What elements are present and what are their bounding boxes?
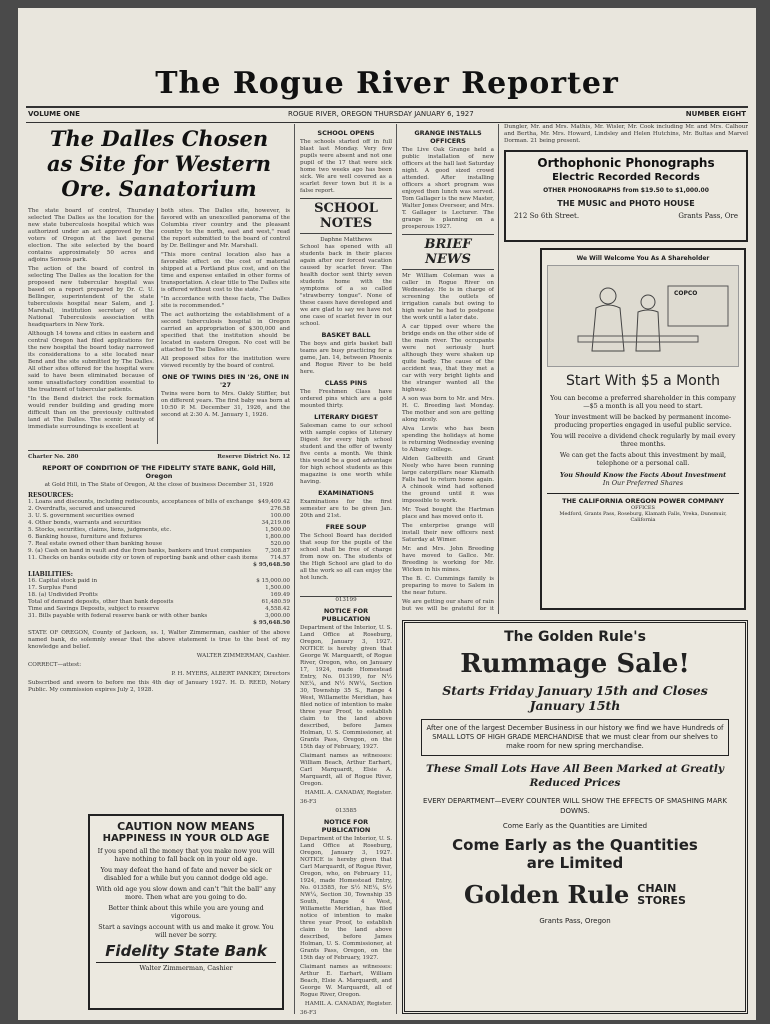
gathering-continued-text: Dungler, Mr. and Mrs. Mathis, Mr. Wisler, Mr. Cook including Mr. and Mrs. Calhour and Bertha, Mr. Mrs. Howard, Lindsley and Helen Hutchins, Mr. Bultas and Marvel Dorman. 21 being present.: [504, 124, 748, 144]
notice-block: [300, 597, 392, 806]
report-line: [28, 499, 290, 506]
liabilities-heading: LIABILITIES:: [28, 571, 73, 578]
rummage-body: After one of the largest December Business in our history we find we have Hundreds of SMALL LOTS OF HIGH GRADE MERCHANDISE that we must clear from our shelves to make room for new spring merchandise.: [421, 719, 729, 756]
copco-offices-label: OFFICES: [631, 505, 655, 511]
copco-text: You will receive a dividend check regularly by mail every three months.: [550, 432, 736, 448]
copco-sign: COPCO: [674, 290, 698, 297]
report-line-label: Total of demand deposits, other than bank deposits: [28, 599, 174, 605]
brief-item: The B. C. Cummings family is preparing to move to Salem in the near future.: [402, 576, 494, 596]
report-line-value: 1,800.00: [265, 534, 290, 540]
phono-address-line: [510, 212, 742, 220]
place-date: ROGUE RIVER, OREGON THURSDAY JANUARY 6, 1927: [288, 110, 474, 118]
bank-ad-cashier: Walter Zimmerman, Cashier: [96, 962, 276, 972]
report-line: [28, 606, 290, 613]
copco-offices-list: Medford, Grants Pass, Roseburg, Klamath Falls, Yreka, Dunsmuir, California: [559, 511, 727, 523]
school-notes-byline: Daphne Matthews: [320, 237, 372, 243]
story-paragraph: All proposed sites for the institution were viewed recently by the board of control.: [161, 356, 290, 369]
report-line: [28, 527, 290, 534]
report-line-label: 9. (a) Cash on hand in vault and due from banks, bankers and trust companies: [28, 548, 251, 554]
copco-slogan2: In Our Preferred Shares: [602, 479, 684, 487]
literary-head: LITERARY DIGEST: [314, 413, 378, 421]
rummage-city: Grants Pass, Oregon: [539, 917, 611, 925]
newspaper-page: [18, 8, 756, 1020]
notice-number: 013199: [335, 597, 357, 603]
issue-number: NUMBER EIGHT: [685, 110, 746, 118]
brief-news-column: [402, 126, 494, 612]
twins-story: Twins were born to Mrs. Oakly Stiffler, but on different years. The first baby was born at 10:50 P. M. December 31, 1926, and the second at 2:30 A. M. January 1, 1926.: [161, 391, 290, 418]
reserve-district: Reserve District No. 12: [217, 454, 290, 460]
report-line-value: 1,500.00: [265, 585, 290, 591]
report-line-value: 100.00: [270, 513, 290, 519]
grange-head: GRANGE INSTALLS OFFICERS: [414, 129, 482, 145]
family-illustration-icon: [548, 266, 742, 366]
report-line: [28, 506, 290, 513]
basketball-head: BASKET BALL: [321, 331, 371, 339]
report-line-label: Time and Savings Deposits, subject to reserve: [28, 606, 160, 612]
report-line-value: 61,480.59: [261, 599, 290, 605]
report-line-value: 714.57: [270, 555, 290, 561]
notice-sign: HAMIL A. CANADAY, Register.: [304, 790, 392, 796]
bank-ad-text: With old age you slow down and can't "hit the ball" any more. Then what are you going to do.: [96, 885, 276, 901]
notice-code: 36-F3: [300, 799, 317, 805]
total-value: $ 95,648.50: [253, 620, 290, 626]
masthead-rule-2: [26, 122, 748, 123]
report-line-label: 16. Capital stock paid in: [28, 578, 98, 584]
correct-attest: CORRECT—attest:: [28, 662, 82, 668]
rummage-line3: Starts Friday January 15th and Closes: [442, 683, 708, 698]
report-line-label: 2. Overdrafts, secured and unsecured: [28, 506, 136, 512]
copco-slogan1: You Should Know the Facts About Investment: [559, 471, 727, 479]
report-line: [28, 534, 290, 541]
notice-text: Department of the Interior, U. S. Land Office at Roseburg, Oregon, January 3, 1927. NOTICE is hereby given that George W. Marquardt, of Rogue River, Oregon, who, on January 17, 1924, made Homestead Entry, No. 013199, for N½ NE¼, and N½ NW¼, Section 30, Township 35 S., Range 4 West, Willamette Meridian, has filed notice of intention to make three year Proof, to establish claim to the land above described, before James Holman, U. S. Commissioner, at Grants Pass, Oregon, on the 15th day of February, 1927.: [300, 625, 392, 750]
report-line-value: 169.49: [270, 592, 290, 598]
notice-witnesses: Claimant names as witnesses: Arthur E. Earhart, William Beach, Elsie A. Marquardt, and George W. Marquardt, all of Rogue River, Oregon.: [300, 964, 392, 998]
brief-item: The enterprise grange will install their new officers next Saturday at Wimer.: [402, 523, 494, 543]
bank-ad-line1: CAUTION NOW MEANS: [117, 820, 255, 833]
story-paragraph: The act authorizing the establishment of a second tuberculosis hospital in Oregon carried an appropriation of $300,000 and specified that the institution should be located in eastern Oregon. No cost will be attached to The Dalles site.: [161, 312, 290, 353]
report-title: REPORT OF CONDITION OF THE FIDELITY STATE BANK, Gold Hill, Oregon: [42, 464, 276, 480]
exam-text: Examinations for the first semester are to be given Jan. 20th and 21st.: [300, 499, 392, 519]
headline-line: The Dalles Chosen: [49, 126, 269, 151]
report-line-value: $ 15,000.00: [256, 578, 290, 584]
rummage-chain1: CHAIN: [637, 881, 677, 895]
grange-text: The Live Oak Grange held a public installation of new officers at the hall last Saturday night. A good sized crowd attended. After installing officers a short program was enjoyed then lunch was served. Tom Gallager is the new Master, Walter Jones Overseer, and Mrs. T. Gallager is Lecturer. The grange is planning on a prosperous 1927.: [402, 147, 494, 230]
brief-item: Mr William Coleman was a caller in Rogue River on Wednesday. He is in charge of screening the outlets of irrigation canals but owing to high water he had to postpone the work until a later date.: [402, 273, 494, 321]
gathering-continued: [504, 124, 748, 148]
report-line-label: 5. Stocks, securities, claims, liens, judgments, etc.: [28, 527, 172, 533]
liabilities-list: [28, 578, 290, 620]
notice-sign: HAMIL A. CANADAY, Register.: [304, 1001, 392, 1007]
cashier-signature: WALTER ZIMMERMAN, Cashier.: [196, 653, 290, 659]
notice-text: Department of the Interior, U. S. Land Office at Roseburg, Oregon, January 3, 1927. NOTICE is hereby given that Carl Marquardt, of Rogue River, Oregon, who, on February 11, 1924, made Homestead Entry, No. 013585, for S½ NE¼, S½ NW¼, Section 30, Township 35 South, Range 4 West, Willamette Meridian, has filed notice of intention to make three year Proof, to establish claim to the land above described, before James Holman, U. S. Commissioner, at Grants Pass, Oregon, on the 15th day of February, 1927.: [300, 836, 392, 961]
brief-item: Mr. and Mrs. John Breeding have moved to Gallce. Mr. Breeding is working for Mr. Wicken in his mines.: [402, 546, 494, 573]
report-line-value: 34,219.06: [261, 520, 290, 526]
report-line-value: 276.58: [270, 506, 290, 512]
report-line: [28, 555, 290, 562]
school-opens-text: The schools started off in full blast last Monday. Very few pupils were absent and not one pupil of the 17 that were sick home two weeks ago has been sick. We are well covered as a scarlet fever town but it is a false report.: [300, 139, 392, 194]
total-value: $ 95,648.50: [253, 562, 290, 568]
attestation: STATE OF OREGON, County of Jackson, ss. I, Walter Zimmerman, cashier of the above named bank, do solemnly swear that the above statement is true to the best of my knowledge and belief.: [28, 630, 290, 650]
bank-ad-text: If you spend all the money that you make now you will have nothing to fall back on in your old age.: [97, 847, 275, 863]
phono-line3: OTHER PHONOGRAPHS from $19.50 to $1,000.00: [543, 187, 709, 194]
phono-line1: Orthophonic Phonographs: [537, 156, 715, 170]
report-line: [28, 520, 290, 527]
notice-head: NOTICE FOR PUBLICATION: [321, 818, 371, 834]
phono-line4: THE MUSIC and PHOTO HOUSE: [557, 199, 695, 208]
rummage-line4: January 15th: [529, 698, 621, 713]
rummage-logo: [415, 880, 735, 909]
rummage-chain2: STORES: [637, 893, 686, 907]
brief-item: Alden Galbreith and Grant Neely who have been running large caterpillars near Klamath Falls had to return home again. A chinook wind had softened the ground until it was impossible to work.: [402, 456, 494, 504]
school-notes-banner: SCHOOL NOTES: [300, 198, 392, 234]
report-line: [28, 613, 290, 620]
soup-head: FREE SOUP: [325, 523, 367, 531]
column-rule: [498, 124, 499, 614]
phono-address: 212 So 6th Street.: [514, 212, 580, 220]
rummage-line5: These Small Lots Have All Been Marked at Greatly Reduced Prices: [426, 763, 724, 789]
story-paragraph: The action of the board of control in selecting The Dalles as the location for the proposed new tubercular hospital was based on a report prepared by Dr. C. U. Bellinger, superintendent of the state tuberculosis hospital near Salem, and J. Marshall, institution secretary of the National Tuberculosis association with headquarters in New York.: [28, 266, 154, 328]
report-line-label: 3. U. S. government securities owned: [28, 513, 135, 519]
report-line: [28, 599, 290, 606]
rummage-line6: EVERY DEPARTMENT—EVERY COUNTER WILL SHOW THE EFFECTS OF SMASHING MARK DOWNS.: [423, 797, 727, 815]
lead-story-col2: [161, 208, 290, 446]
masthead-rule: [26, 106, 748, 108]
report-subtitle: at Gold Hill, in The State of Oregon, At the close of business December 31, 1926: [44, 482, 274, 488]
copco-company: THE CALIFORNIA OREGON POWER COMPANY: [547, 493, 739, 505]
rummage-sale-ad: [402, 620, 748, 1014]
report-line: [28, 541, 290, 548]
liabilities-total: [28, 620, 290, 627]
report-line-label: 6. Banking house, furniture and fixtures: [28, 534, 142, 540]
report-line: [28, 513, 290, 520]
headline-line: Ore. Sanatorium: [61, 176, 257, 201]
story-paragraph: "In the Bend district the rock formation would render building and grading more difficult than on the previously cultivated land at The Dalles. The scenic beauty of immediate surroundings is excellent at: [28, 396, 154, 430]
phonograph-ad: [504, 150, 748, 242]
report-line-label: 17. Surplus Fund: [28, 585, 78, 591]
phono-city: Grants Pass, Ore: [678, 212, 738, 220]
rummage-line1: The Golden Rule's: [504, 629, 646, 645]
story-paragraph: both sites. The Dalles site, however, is favored with an unexcelled panorama of the Columbia river country and the pleasant country to the north, east and west," read the report submitted to the board of control by Dr. Bellinger and Mr. Marshall.: [161, 208, 290, 249]
report-line-label: 1. Loans and discounts, including rediscounts, acceptances of bills of exchange: [28, 499, 254, 505]
brief-item: Alva Lewis who has been spending the holidays at home is returning Wednesday evening to Albany college.: [402, 426, 494, 453]
notice-number: 013585: [335, 808, 357, 814]
bank-ad-text: Better think about this while you are young and vigorous.: [108, 904, 264, 920]
report-line-label: 31. Bills payable with federal reserve bank or with other banks: [28, 613, 208, 619]
rummage-line8: Come Early as the Quantities: [452, 836, 698, 854]
report-line-label: 18. (a) Undivided Profits: [28, 592, 98, 598]
report-line-value: $49,409.42: [257, 499, 290, 505]
volume-label: VOLUME ONE: [28, 110, 80, 118]
resources-total: [28, 562, 290, 569]
report-line: [28, 585, 290, 592]
story-paragraph: "This more central location also has a favorable effect on the cost of material shipped at a Portland plus cost, and on the time and expense entailed in other forms of transportation. A clear title to The Dalles site is offered without cost to the state.": [161, 252, 290, 293]
literary-text: Salesman came to our school with sample copies of Literary Digest for every high school student and the offer of twenty five cents a month. We think this would be a good advantage for high school students as this magazine is one worth while having.: [300, 423, 392, 485]
report-line-label: 7. Real estate owned other than banking house: [28, 541, 163, 547]
charter-line: [28, 454, 290, 461]
report-line-value: 7,308.87: [265, 548, 290, 554]
copco-text: We can get the facts about this investment by mail, telephone or a personal call.: [559, 451, 727, 467]
column-rule: [157, 208, 158, 444]
phono-line2: Electric Recorded Records: [552, 172, 700, 183]
brief-item: Mr. Toad bought the Hartman place and has moved onto it.: [402, 507, 494, 520]
school-column: [300, 126, 392, 596]
bank-ad-text: You may defeat the hand of fate and never be sick or disabled for a while but you cannot dodge old age.: [100, 866, 272, 882]
notice-block: [300, 808, 392, 1015]
notice-head: NOTICE FOR PUBLICATION: [321, 607, 371, 623]
report-line-value: 1,500.00: [265, 527, 290, 533]
resources-list: [28, 499, 290, 562]
charter-number: Charter No. 280: [28, 454, 79, 460]
rummage-chain-label: [637, 883, 686, 907]
copco-illustration: [547, 265, 739, 367]
bank-report: [28, 450, 290, 811]
rummage-line2: Rummage Sale!: [460, 649, 690, 679]
story-paragraph: "In accordance with these facts, The Dalles site is recommended.": [161, 296, 290, 309]
brief-item: A car tipped over where the bridge ends on the other side of the main river. The occupants were not seriously hurt although they were shaken up quite badly. The cause of the accident was, that they met a car with very bright lights and the stranger wanted all the highway.: [402, 324, 494, 393]
bank-ad-name: Fidelity State Bank: [105, 942, 267, 960]
bank-ad-text: Start a savings account with us and make it grow. You will never be sorry.: [98, 923, 274, 939]
brief-news-banner: BRIEF NEWS: [402, 234, 494, 270]
notice-witnesses: Claimant names as witnesses: William Beach, Arthur Earhart, Carl Marquardt, Elsie A. Marquardt, all of Rogue River, Oregon.: [300, 753, 392, 787]
notice-code: 36-F3: [300, 1010, 317, 1015]
masthead-title: The Rogue River Reporter: [155, 66, 619, 101]
story-paragraph: Although 14 towns and cities in eastern and central Oregon had filed applications for the new hospital the board today narrowed its considerations to a site located near Bend and the site submitted by The Dalles. All other sites offered for the hospital were said to have been eliminated because of some unsatisfactory condition essential to the treatment of tubercular patients.: [28, 331, 154, 393]
rummage-line7: Come Early as the Quantities are Limited: [502, 822, 648, 830]
report-line-label: 11. Checks on banks outside city or town of reporting bank and other cash items: [28, 555, 258, 561]
copco-ad: [540, 248, 746, 610]
column-rule: [294, 124, 295, 1014]
copco-text: You can become a preferred shareholder in this company—$5 a month is all you need to start.: [550, 394, 736, 410]
column-rule: [396, 124, 397, 1014]
report-line: [28, 592, 290, 599]
report-line-label: 4. Other bonds, warrants and securities: [28, 520, 142, 526]
headline-line: as Site for Western: [46, 151, 272, 176]
report-line-value: 4,558.42: [265, 606, 290, 612]
report-line: [28, 548, 290, 555]
school-opens-head: SCHOOL OPENS: [317, 129, 375, 137]
report-line: [28, 578, 290, 585]
brief-item: A son was born to Mr. and Mrs. H. C. Breeding last Monday. The mother and son are getting along nicely.: [402, 396, 494, 423]
rummage-line9: are Limited: [526, 854, 624, 872]
school-notes-text: School has opened with all students back in their places again after our forced vacation caused by scarlet fever. The health doctor sent thirty seven students home with the symptoms of a so called "strawberry tongue". None of these cases have developed and we are glad to say we have not one case of scarlet fever in our school.: [300, 244, 392, 327]
report-line-value: 3,000.00: [265, 613, 290, 619]
story-paragraph: The state board of control, Thursday selected The Dalles as the location for the new state tuberculosis hospital which was authorized under an act approved by the voters of Oregon at the last general election. The site selected by the board contains approximately 50 acres and adjoins Sorosis park.: [28, 208, 154, 263]
exam-head: EXAMINATIONS: [318, 489, 374, 497]
basketball-text: The boys and girls basket ball teams are busy practicing for a game, Jan. 14, between Phoenix and Rogue River to be held here.: [300, 341, 392, 375]
class-pins-text: The Freshmen Class have ordered pins which are a gold mounted thirty.: [300, 389, 392, 409]
resources-heading: RESOURCES:: [28, 492, 74, 499]
notary: Subscribed and sworn to before me this 4th day of January 1927. H. D. REED, Notary Public. My commission expires July 2, 1928.: [28, 680, 290, 693]
bank-ad-line2: HAPPINESS IN YOUR OLD AGE: [102, 833, 270, 844]
copco-text: Your investment will be backed by permanent income-producing properties engaged in useful public service.: [554, 413, 732, 429]
directors: P. H. MYERS, ALBERT PANKEY, Directors: [171, 671, 290, 677]
report-line-value: 520.00: [270, 541, 290, 547]
lead-story-col1: [28, 208, 154, 446]
brief-item: We are getting our share of rain but we will be grateful for it: [402, 599, 494, 612]
legal-notices: [300, 596, 392, 1015]
rummage-store: Golden Rule: [464, 880, 630, 909]
copco-top: We Will Welcome You As A Shareholder: [576, 255, 710, 262]
class-pins-head: CLASS PINS: [324, 379, 368, 387]
twins-headline: ONE OF TWINS DIES IN '26, ONE IN '27: [162, 373, 289, 389]
copco-headline: Start With $5 a Month: [565, 373, 721, 389]
soup-text: The School Board has decided that soup for the pupils of the school shall be free of charge from now on. The students of the High School are glad to do all the work so all can enjoy the hot lunch.: [300, 533, 392, 581]
lead-headline: [28, 126, 290, 206]
bank-ad: [88, 814, 284, 1010]
